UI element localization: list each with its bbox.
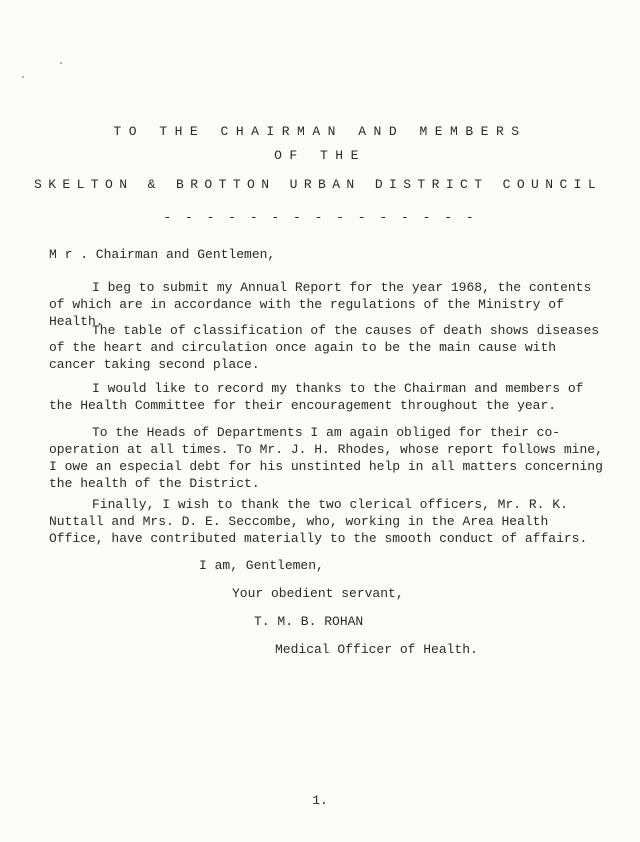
signatory-name: T. M. B. ROHAN [254,614,364,629]
heading-council-name: SKELTON & BROTTON URBAN DISTRICT COUNCIL [34,177,603,192]
paragraph-clerical-officers: Finally, I wish to thank the two clerical officers, Mr. R. K. Nuttall and Mrs. D. E. Seccombe, who, working in the Area Health Office, have contributed materially to the smooth conduct of affairs. [49,497,588,546]
page-number: 1. [312,793,328,808]
paper-speck [22,76,24,78]
paragraph-heads-of-departments: To the Heads of Departments I am again obliged for their co-operation at all times. To Mr. J. H. Rhodes, whose report follows mine, I owe an especial debt for his unstinted help in all matters concerning the health of the District. [49,425,603,491]
signatory-title: Medical Officer of Health. [275,642,478,657]
valediction: Your obedient servant, [232,586,404,601]
paragraph-causes-of-death: The table of classification of the causes of death shows diseases of the heart and circulation once again to be the main cause with cancer taking second place. [49,323,600,372]
heading-of-the: OF THE [274,148,366,163]
heading-addressee: TO THE CHAIRMAN AND MEMBERS [113,124,527,139]
paper-speck [60,62,62,64]
paragraph-annual-report: I beg to submit my Annual Report for the year 1968, the contents of which are in accordance with the regulations of the Ministry of Health. [49,280,592,329]
closing: I am, Gentlemen, [199,558,324,573]
paragraph-thanks-committee: I would like to record my thanks to the Chairman and members of the Health Committee for their encouragement throughout the year. [49,381,584,413]
heading-rule: - - - - - - - - - - - - - - - [163,210,477,225]
salutation: M r . Chairman and Gentlemen, [49,247,276,262]
